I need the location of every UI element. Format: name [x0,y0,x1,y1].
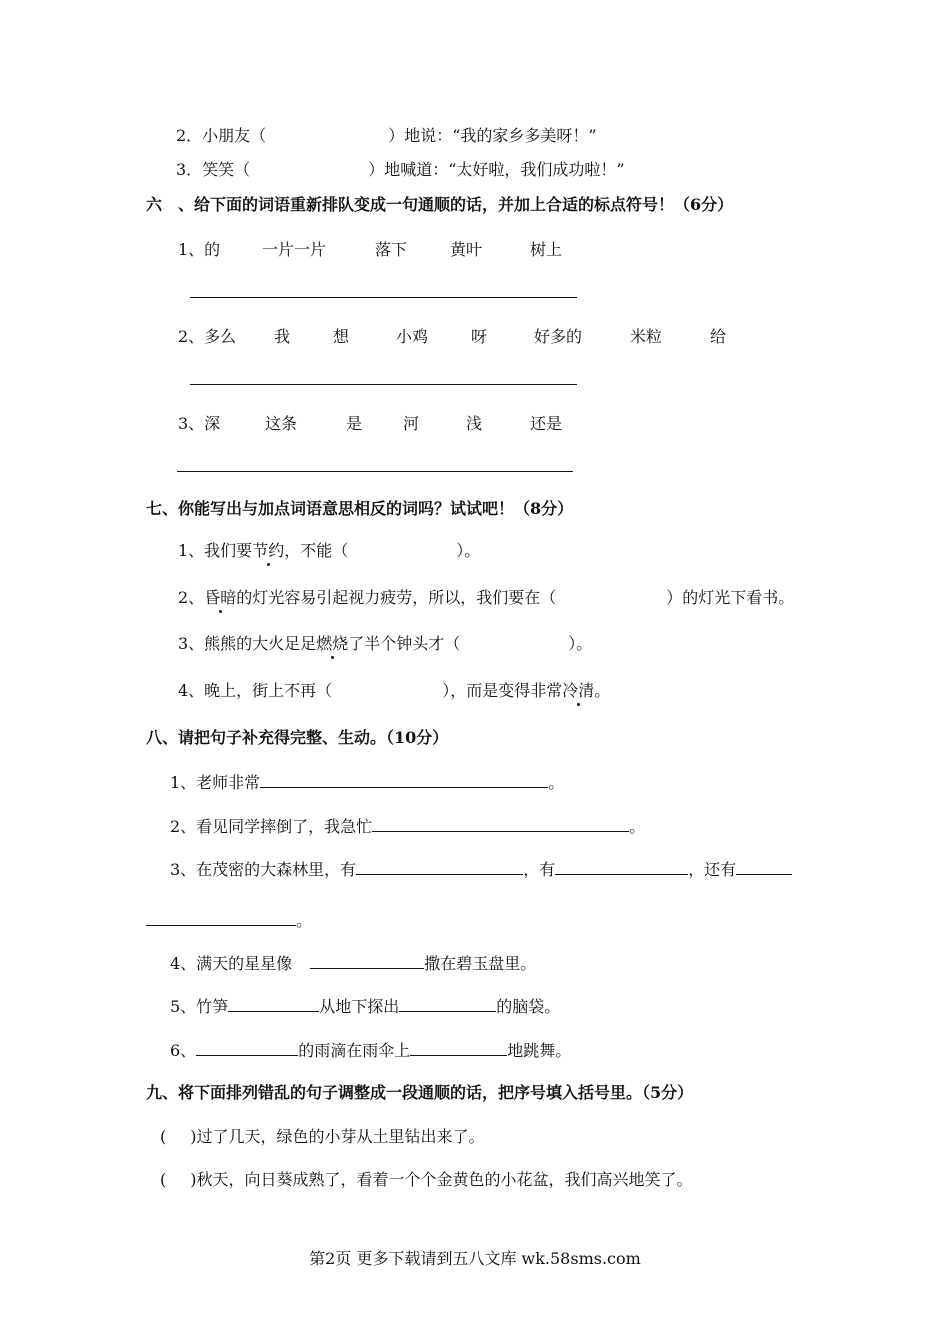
word: 浅 [466,414,483,433]
section-9-title: 九、将下面排列错乱的句子调整成一段通顺的话，把序号填入括号里。（5分） [146,1083,694,1102]
s7-q1: 1、我们要节约，不能（ ）。 [178,541,481,560]
page-footer: 第2页 更多下载请到五八文库 wk.58sms.com [309,1249,641,1268]
word: 一片一片 [262,240,327,259]
answer-line[interactable] [177,471,573,472]
s7-q2: 2、昏暗的灯光容易引起视力疲劳，所以，我们要在（ ）的灯光下看书。 [178,588,795,607]
s7-q4: 4、晚上，街上不再（ ），而是变得非常冷清。 [178,681,611,700]
answer-blank[interactable] [228,995,319,1012]
word: 落下 [375,240,408,259]
answer-blank[interactable] [196,1039,298,1056]
word: 2、多么 [178,327,237,346]
word: 呀 [471,327,488,346]
answer-blank[interactable] [399,995,496,1012]
answer-line[interactable] [190,384,577,385]
s5-item-2: 2．小朋友（ ）地说：“我的家乡多美呀！” [176,126,597,145]
answer-blank[interactable] [260,771,548,788]
section-8-title: 八、请把句子补充得完整、生动。（10分） [146,728,449,747]
s8-q2: 2、看见同学摔倒了，我急忙 。 [170,817,646,836]
word: 1、的 [178,240,221,259]
word: 米粒 [630,327,663,346]
answer-blank[interactable] [555,858,688,875]
word: 给 [710,327,727,346]
word: 河 [403,414,420,433]
answer-blank[interactable] [410,1039,507,1056]
word: 我 [274,327,291,346]
answer-blank[interactable] [310,952,424,969]
s8-q6: 6、 的雨滴在雨伞上 地跳舞。 [170,1041,572,1060]
word: 树上 [530,240,563,259]
section-6-title: 六 、给下面的词语重新排队变成一句通顺的话，并加上合适的标点符号！（6分） [146,195,734,214]
s9-sentence-2: ( )秋天，向日葵成熟了，看着一个个金黄色的小花盆，我们高兴地笑了。 [160,1170,693,1189]
word: 想 [333,327,350,346]
answer-blank[interactable] [372,815,629,832]
s8-q4: 4、满天的星星像 撒在碧玉盘里。 [170,954,537,973]
word: 还是 [530,414,563,433]
word: 小鸡 [396,327,429,346]
word: 黄叶 [450,240,483,259]
s7-q3: 3、熊熊的大火足足燃烧了半个钟头才（ ）。 [178,634,593,653]
s5-item-3: 3．笑笑（ ）地喊道：“太好啦，我们成功啦！” [176,160,625,179]
s8-q3-continued: 。 [146,909,312,932]
word: 这条 [265,414,298,433]
answer-blank[interactable] [146,909,296,926]
answer-blank[interactable] [736,858,792,875]
s9-sentence-1: ( )过了几天，绿色的小芽从土里钻出来了。 [160,1127,485,1146]
answer-line[interactable] [190,297,577,298]
word: 是 [346,414,363,433]
s8-q1: 1、老师非常 。 [170,773,565,792]
s8-q5: 5、竹笋 从地下探出 的脑袋。 [170,997,561,1016]
word: 3、深 [178,414,221,433]
word: 好多的 [534,327,583,346]
section-7-title: 七、你能写出与加点词语意思相反的词吗？试试吧！（8分） [146,499,574,518]
s8-q3: 3、在茂密的大森林里，有 ，有 ，还有 [170,858,792,881]
answer-blank[interactable] [356,858,523,875]
